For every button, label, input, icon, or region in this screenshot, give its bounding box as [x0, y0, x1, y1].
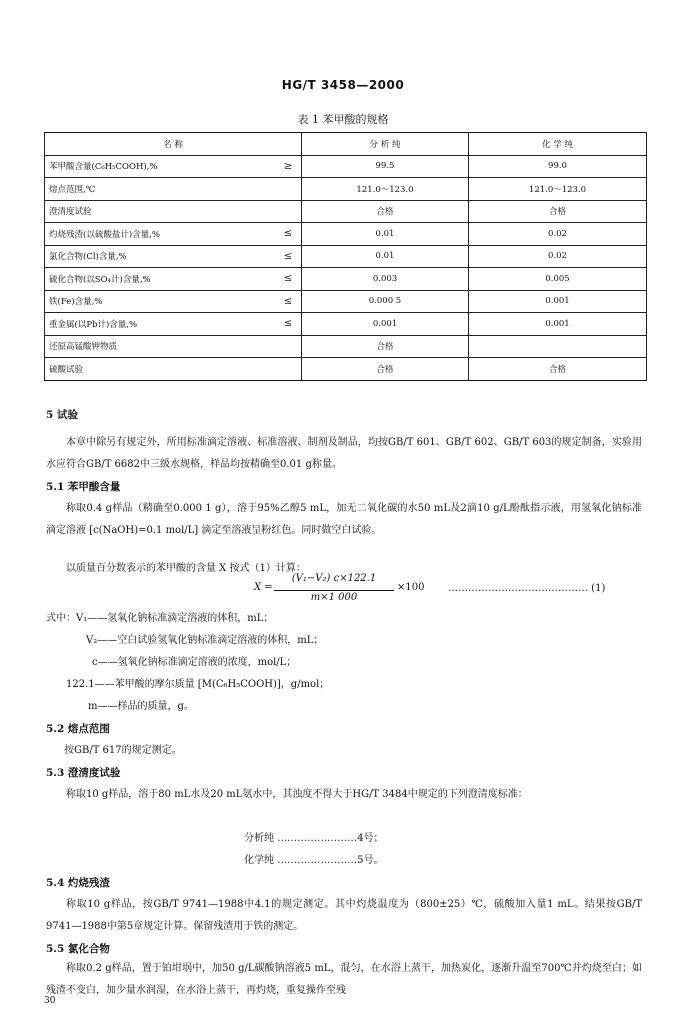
- row-symbol: ≤: [275, 245, 302, 268]
- section-5-1-procedure: 称取0.4 g样品（精确至0.000 1 g），溶于95%乙醇5 mL，加无二氧化碳的水50 mL及2滴10 g/L酚酞指示液，用氢氧化钠标准滴定溶液 [c(NaOH)=0.1 mol/L] 滴定至溶液呈粉红色。同时做空白试验。: [46, 503, 642, 536]
- table-header-row: [45, 133, 647, 156]
- grade-analytical: 分析纯 ……………………4号；: [244, 833, 384, 844]
- row-chemical: 121.0～123.0: [469, 178, 647, 201]
- table-row: [45, 335, 647, 358]
- row-name: 熔点范围,℃: [45, 178, 276, 201]
- variable-definition: 式中：V₁——氢氧化钠标准滴定溶液的体积，mL；: [46, 613, 274, 624]
- standard-header: HG/T 3458—2000: [281, 78, 405, 92]
- specification-table: [44, 132, 647, 381]
- table-row: [45, 358, 647, 381]
- row-chemical: 0.001: [469, 313, 647, 336]
- section-5-5-text: 称取0.2 g样品，置于铂坩埚中，加50 g/L碳酸钠溶液5 mL，混匀，在水浴上蒸干，加热炭化，逐渐升温至700℃并灼烧至白；如残渣不变白，加少量水润湿，在水浴上蒸干，再灼烧，重复操作至残: [46, 963, 642, 996]
- col-header-name: 名 称: [45, 133, 302, 156]
- variable-definition: V₂——空白试验氢氧化钠标准滴定溶液的体积，mL；: [86, 635, 324, 646]
- row-name: 硫酸试验: [45, 358, 276, 381]
- row-symbol: [275, 335, 302, 358]
- row-analytical: 合格: [302, 200, 469, 223]
- formula-lhs: X =: [254, 582, 273, 593]
- row-symbol: [275, 178, 302, 201]
- section-5-title: 5 试验: [46, 409, 78, 421]
- table-row: [45, 178, 647, 201]
- section-5-4-text: 称取10 g样品，按GB/T 9741—1988中4.1的规定测定。其中灼烧温度为（800±25）℃，硫酸加入量1 mL。结果按GB/T 9741—1988中第5章规定计算。保留残渣用于铁的测定。: [46, 899, 642, 932]
- row-analytical: 0.003: [302, 268, 469, 291]
- table-row: [45, 290, 647, 313]
- variable-definition: m——样品的质量，g。: [88, 701, 194, 712]
- table-row: [45, 200, 647, 223]
- section-5-1-calc-intro: 以质量百分数表示的苯甲酸的含量 X 按式（1）计算：: [66, 563, 306, 574]
- row-name: 澄清度试验: [45, 200, 276, 223]
- row-chemical: 0.02: [469, 223, 647, 246]
- variable-definition: c——氢氧化钠标准滴定溶液的浓度，mol/L；: [92, 657, 297, 668]
- row-symbol: [275, 358, 302, 381]
- row-chemical: 合格: [469, 200, 647, 223]
- section-5-3-title: 5.3 澄清度试验: [46, 767, 121, 779]
- row-name: 铁(Fe)含量,%: [45, 290, 276, 313]
- row-analytical: 合格: [302, 358, 469, 381]
- row-analytical: 121.0～123.0: [302, 178, 469, 201]
- row-chemical: 0.02: [469, 245, 647, 268]
- variable-definition: 122.1——苯甲酸的摩尔质量 [M(C₆H₅COOH)]，g/mol；: [66, 679, 330, 690]
- row-name: 还原高锰酸钾物质: [45, 335, 276, 358]
- formula-1: [254, 573, 434, 613]
- section-5-5-title: 5.5 氯化合物: [46, 943, 110, 955]
- page-number: 30: [44, 996, 56, 1006]
- row-analytical: 0.000 5: [302, 290, 469, 313]
- row-analytical: 0.01: [302, 245, 469, 268]
- section-5-2-text: 按GB/T 617的规定测定。: [64, 745, 182, 756]
- fraction-bar: [274, 590, 394, 591]
- row-chemical: [469, 335, 647, 358]
- section-5-4-title: 5.4 灼烧残渣: [46, 877, 110, 889]
- row-chemical: 0.001: [469, 290, 647, 313]
- row-chemical: 0.005: [469, 268, 647, 291]
- formula-rhs: ×100: [397, 582, 425, 593]
- col-header-chemical: 化 学 纯: [469, 133, 647, 156]
- section-5-2-title: 5.2 熔点范围: [46, 723, 110, 735]
- formula-denominator: m×1 000: [310, 592, 358, 603]
- row-symbol: ≤: [275, 290, 302, 313]
- row-symbol: [275, 200, 302, 223]
- row-name: 硫化合物(以SO₄计)含量,%: [45, 268, 276, 291]
- grade-chemical: 化学纯 ……………………5号。: [244, 855, 384, 866]
- equation-number: …………………………………… (1): [448, 583, 606, 594]
- table-row: [45, 223, 647, 246]
- table-row: [45, 268, 647, 291]
- row-chemical: 合格: [469, 358, 647, 381]
- table-caption: 表 1 苯甲酸的规格: [297, 113, 389, 126]
- section-5-intro: 本章中除另有规定外，所用标准滴定溶液、标准溶液、制剂及制品，均按GB/T 601、GB/T 602、GB/T 603的规定制备，实验用水应符合GB/T 6682中三级水规格，样品均按精确至0.01 g称量。: [46, 437, 642, 470]
- row-symbol: ≤: [275, 313, 302, 336]
- section-5-3-text: 称取10 g样品，溶于80 mL水及20 mL氨水中，其浊度不得大于HG/T 3484中规定的下列澄清度标准：: [66, 789, 528, 800]
- row-name: 苯甲酸含量(C₆H₅COOH),%: [45, 155, 276, 178]
- row-symbol: ≤: [275, 268, 302, 291]
- table-row: [45, 155, 647, 178]
- section-5-1-title: 5.1 苯甲酸含量: [46, 481, 121, 493]
- row-name: 灼烧残渣(以硫酸盐计)含量,%: [45, 223, 276, 246]
- table-row: [45, 313, 647, 336]
- row-analytical: 0.01: [302, 223, 469, 246]
- formula-numerator: (V₁−V₂) c×122.1: [291, 573, 377, 584]
- row-symbol: ≥: [275, 155, 302, 178]
- row-analytical: 合格: [302, 335, 469, 358]
- table-row: [45, 245, 647, 268]
- row-analytical: 0.001: [302, 313, 469, 336]
- row-chemical: 99.0: [469, 155, 647, 178]
- row-name: 重金属(以Pb计)含量,%: [45, 313, 276, 336]
- col-header-analytical: 分 析 纯: [302, 133, 469, 156]
- row-analytical: 99.5: [302, 155, 469, 178]
- row-symbol: ≤: [275, 223, 302, 246]
- row-name: 氯化合物(Cl)含量,%: [45, 245, 276, 268]
